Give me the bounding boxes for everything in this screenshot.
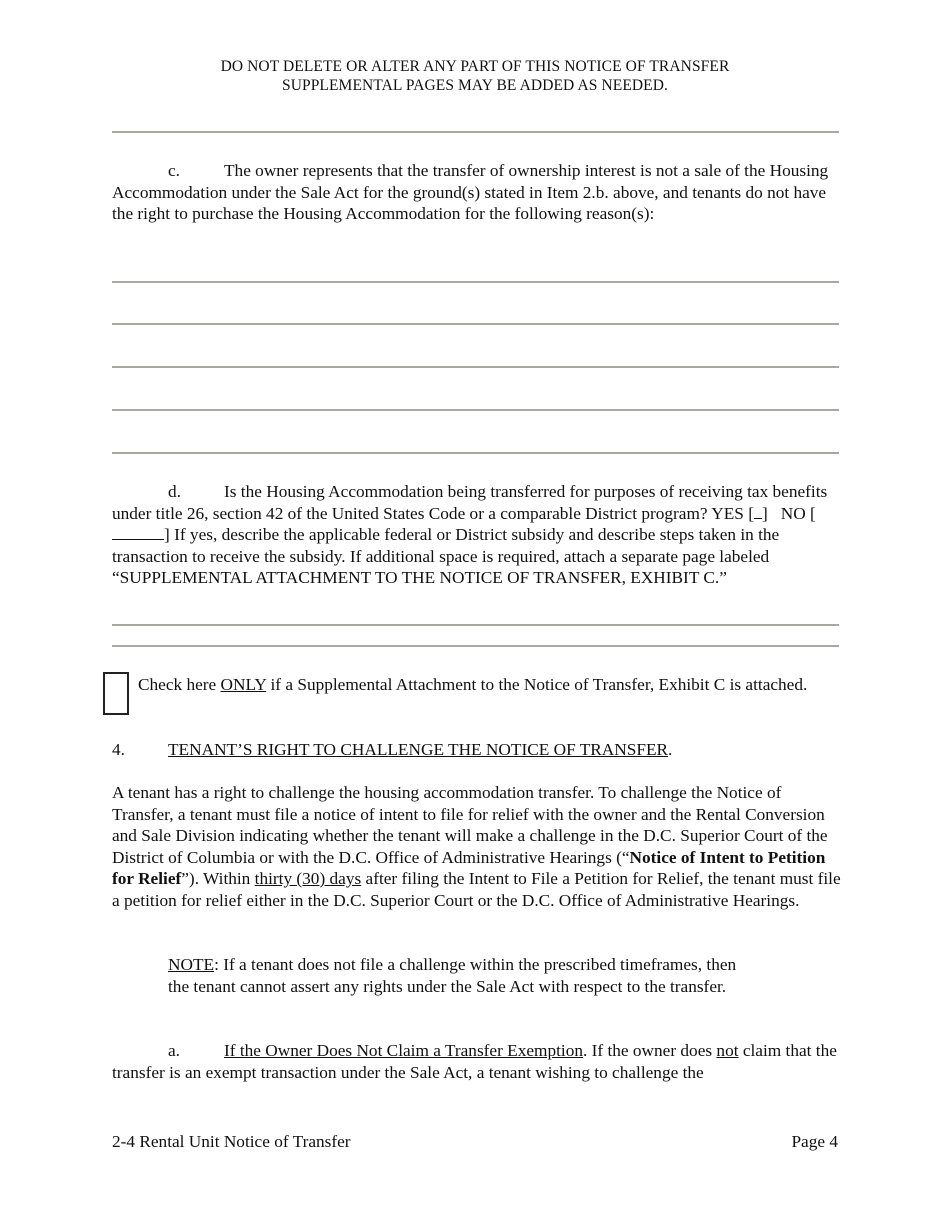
yes-label: YES [	[711, 503, 754, 523]
header-line-1: DO NOT DELETE OR ALTER ANY PART OF THIS NOTICE OF TRANSFER	[220, 58, 730, 75]
divider-rule	[112, 131, 839, 133]
supplemental-attachment-checkbox[interactable]	[103, 672, 129, 715]
item-a-text-1: . If the owner does	[583, 1041, 717, 1060]
note-label: NOTE	[168, 955, 215, 974]
challenge-text-2: ”). Within	[181, 869, 255, 888]
note-text: : If a tenant does not file a challenge within the prescribed timeframes, then the tenant cannot assert any rights under the Sale Act with respect to the transfer.	[168, 955, 737, 996]
answer-line[interactable]	[112, 366, 839, 368]
answer-line[interactable]	[112, 281, 839, 283]
section-4-period: .	[668, 740, 673, 759]
footer-title: 2-4 Rental Unit Notice of Transfer	[112, 1132, 351, 1151]
challenge-bold: Notice of Intent to Petition for Relief	[112, 847, 826, 888]
section-4-heading	[112, 739, 842, 761]
section-4-title: TENANT’S RIGHT TO CHALLENGE THE NOTICE OF TRANSFER	[168, 740, 669, 759]
item-d-text-a: Is the Housing Accommodation being transferred for purposes of receiving tax benefits under title 26, section 42 of the United States Code or a comparable District program?	[112, 482, 828, 523]
answer-line[interactable]	[112, 323, 839, 325]
item-a-marker: a.	[168, 1041, 180, 1060]
no-blank[interactable]	[112, 524, 164, 540]
item-a-text-2: claim that the transfer is an exempt transaction under the Sale Act, a tenant wishing to challenge the	[112, 1041, 837, 1082]
item-d-paragraph	[112, 481, 842, 589]
item-a-heading: If the Owner Does Not Claim a Transfer Exemption	[224, 1041, 583, 1060]
header-line-2: SUPPLEMENTAL PAGES MAY BE ADDED AS NEEDED.	[281, 77, 669, 94]
yes-close: ]	[761, 503, 768, 523]
item-a-not: not	[716, 1041, 739, 1060]
checkbox-label-only: ONLY	[220, 675, 267, 694]
challenge-paragraph	[112, 782, 842, 911]
checkbox-label-pre: Check here	[138, 675, 221, 694]
no-label: NO [	[780, 503, 816, 523]
challenge-text-3: after filing the Intent to File a Petition for Relief, the tenant must file a petition for relief either in the D.C. Superior Court or the D.C. Office of Administrative Hearings.	[112, 869, 841, 910]
checkbox-label-post: if a Supplemental Attachment to the Notice of Transfer, Exhibit C is attached.	[266, 675, 808, 694]
answer-line[interactable]	[112, 452, 839, 454]
challenge-underline: thirty (30) days	[254, 869, 362, 888]
note-paragraph	[168, 954, 758, 997]
checkbox-label	[138, 674, 828, 696]
answer-line[interactable]	[112, 624, 839, 626]
item-a-paragraph	[112, 1040, 842, 1083]
item-d-text-b: If yes, describe the applicable federal or District subsidy and describe steps taken in the transaction to receive the subsidy. If additional space is required, attach a separate page labeled “SUPPLEMENTAL ATTACHMENT TO THE NOTICE OF TRANSFER, EXHIBIT C.”	[112, 525, 780, 587]
item-d-marker: d.	[168, 482, 181, 501]
answer-line[interactable]	[112, 409, 839, 411]
answer-line[interactable]	[112, 645, 839, 647]
item-c-text: The owner represents that the transfer of ownership interest is not a sale of the Housing Accommodation under the Sale Act for the ground(s) stated in Item 2.b. above, and tenants do not have the right to purchase the Housing Accommodation for the following reason(s):	[112, 161, 829, 223]
section-4-number: 4.	[112, 740, 125, 759]
item-c-marker: c.	[168, 161, 180, 180]
no-close: ]	[164, 525, 170, 544]
yes-blank[interactable]	[754, 503, 762, 519]
challenge-text-1: A tenant has a right to challenge the housing accommodation transfer. To challenge the Notice of Transfer, a tenant must file a notice of intent to file for relief with the owner and the Rental Conversion and Sale Division indicating whether the tenant will make a challenge in the D.C. Superior Court of the District of Columbia or with the D.C. Office of Administrative Hearings (“	[112, 783, 828, 867]
page-number: Page 4	[791, 1132, 838, 1151]
item-c-paragraph	[112, 160, 842, 225]
